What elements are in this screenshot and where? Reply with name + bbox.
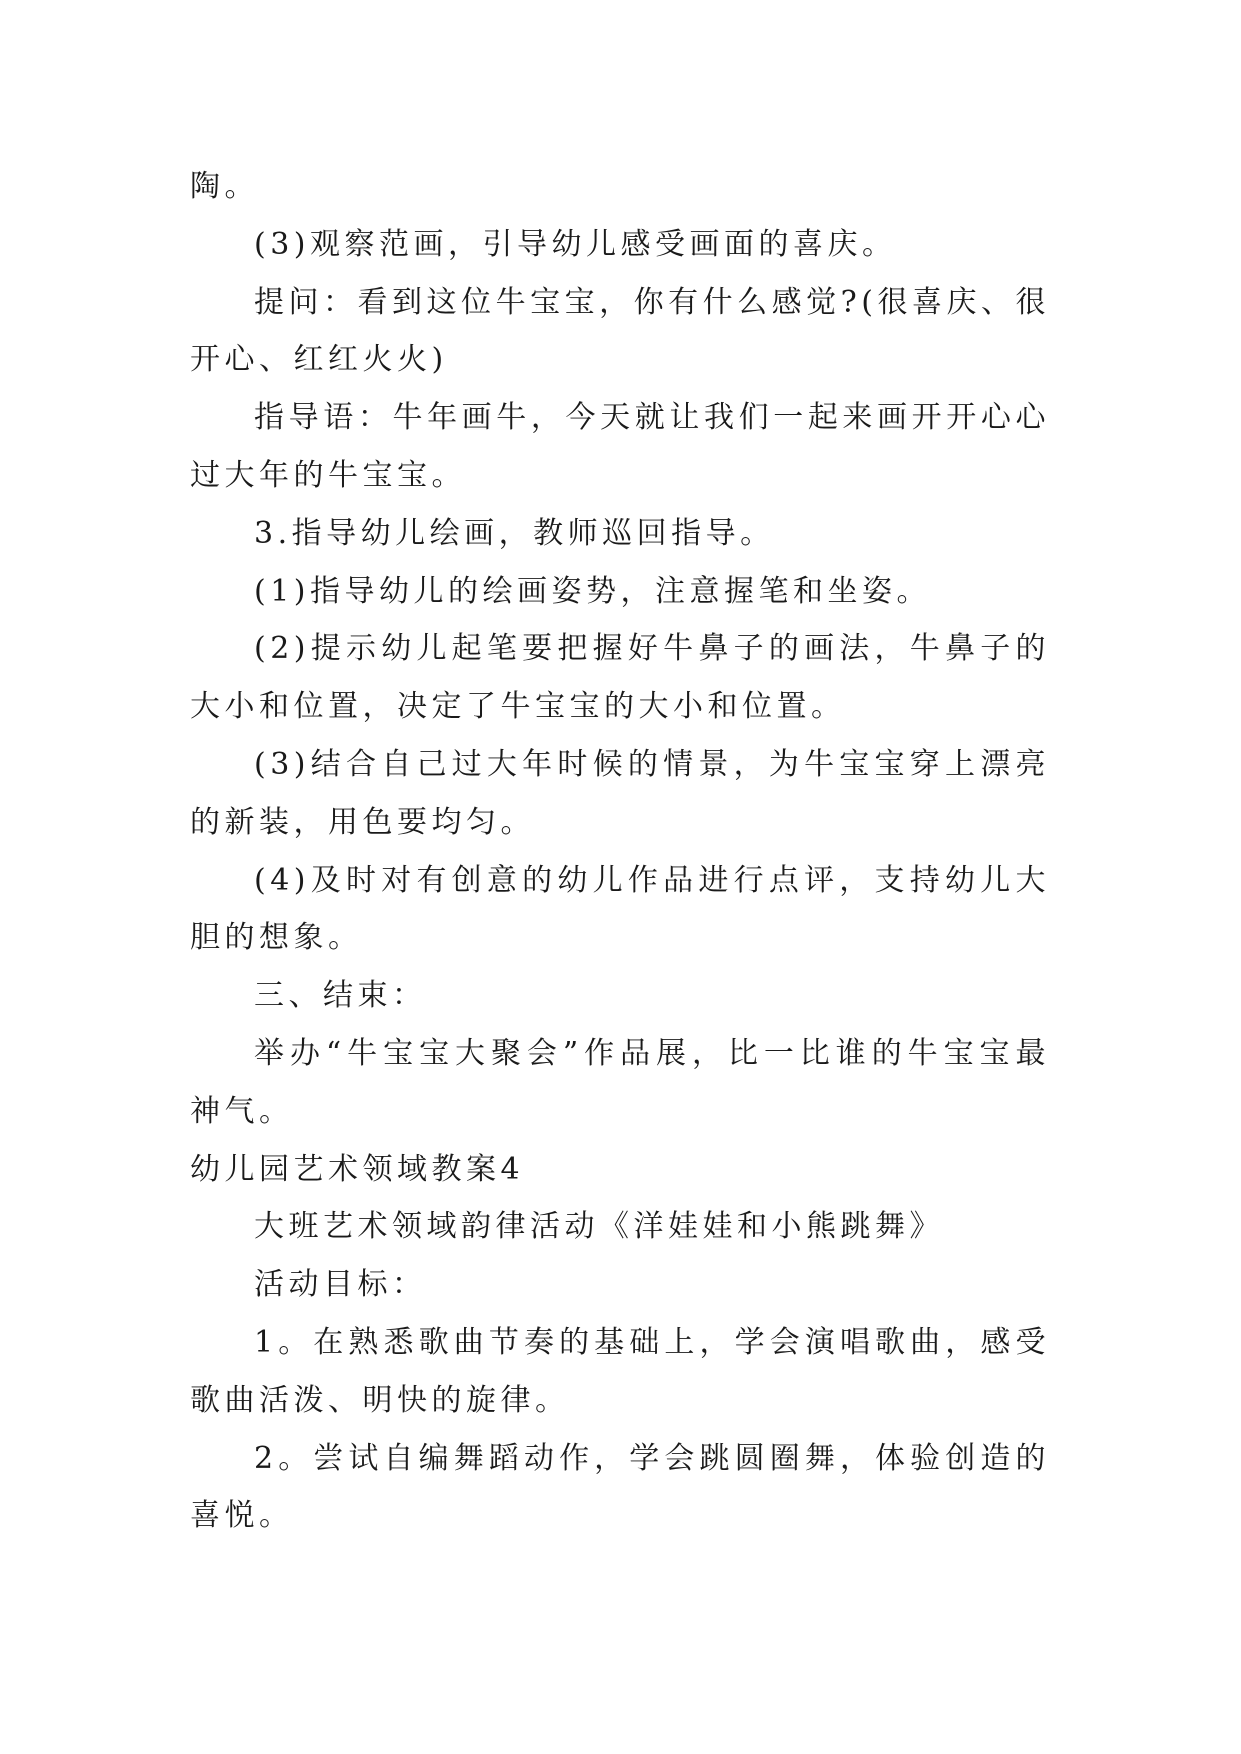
paragraph: 3.指导幼儿绘画，教师巡回指导。: [254, 515, 775, 551]
paragraph: 指导语：牛年画牛，今天就让我们一起来画开开心心过大年的牛宝宝。: [190, 400, 1050, 493]
section-heading: 三、结束：: [254, 978, 427, 1014]
paragraph: 1。在熟悉歌曲节奏的基础上，学会演唱歌曲，感受歌曲活泼、明快的旋律。: [190, 1324, 1050, 1418]
paragraph: 举办“牛宝宝大聚会”作品展，比一比谁的牛宝宝最神气。: [190, 1035, 1050, 1129]
document-body: [190, 158, 1050, 1545]
paragraph: (4)及时对有创意的幼儿作品进行点评，支持幼儿大胆的想象。: [190, 862, 1050, 956]
paragraph: 提问：看到这位牛宝宝，你有什么感觉?(很喜庆、很开心、红红火火): [190, 284, 1050, 378]
paragraph: (2)提示幼儿起笔要把握好牛鼻子的画法，牛鼻子的大小和位置，决定了牛宝宝的大小和位置。: [190, 631, 1050, 725]
activity-title: 大班艺术领域韵律活动《洋娃娃和小熊跳舞》: [254, 1209, 944, 1245]
paragraph: 2。尝试自编舞蹈动作，学会跳圆圈舞，体验创造的喜悦。: [190, 1440, 1050, 1534]
paragraph: (3)观察范画，引导幼儿感受画面的喜庆。: [254, 226, 897, 262]
paragraph: 陶。: [190, 169, 259, 204]
paragraph: (3)结合自己过大年时候的情景，为牛宝宝穿上漂亮的新装，用色要均匀。: [190, 746, 1050, 840]
paragraph: (1)指导幼儿的绘画姿势，注意握笔和坐姿。: [254, 573, 931, 609]
section-heading: 活动目标：: [254, 1267, 427, 1303]
lesson-title: 幼儿园艺术领域教案4: [190, 1151, 525, 1187]
